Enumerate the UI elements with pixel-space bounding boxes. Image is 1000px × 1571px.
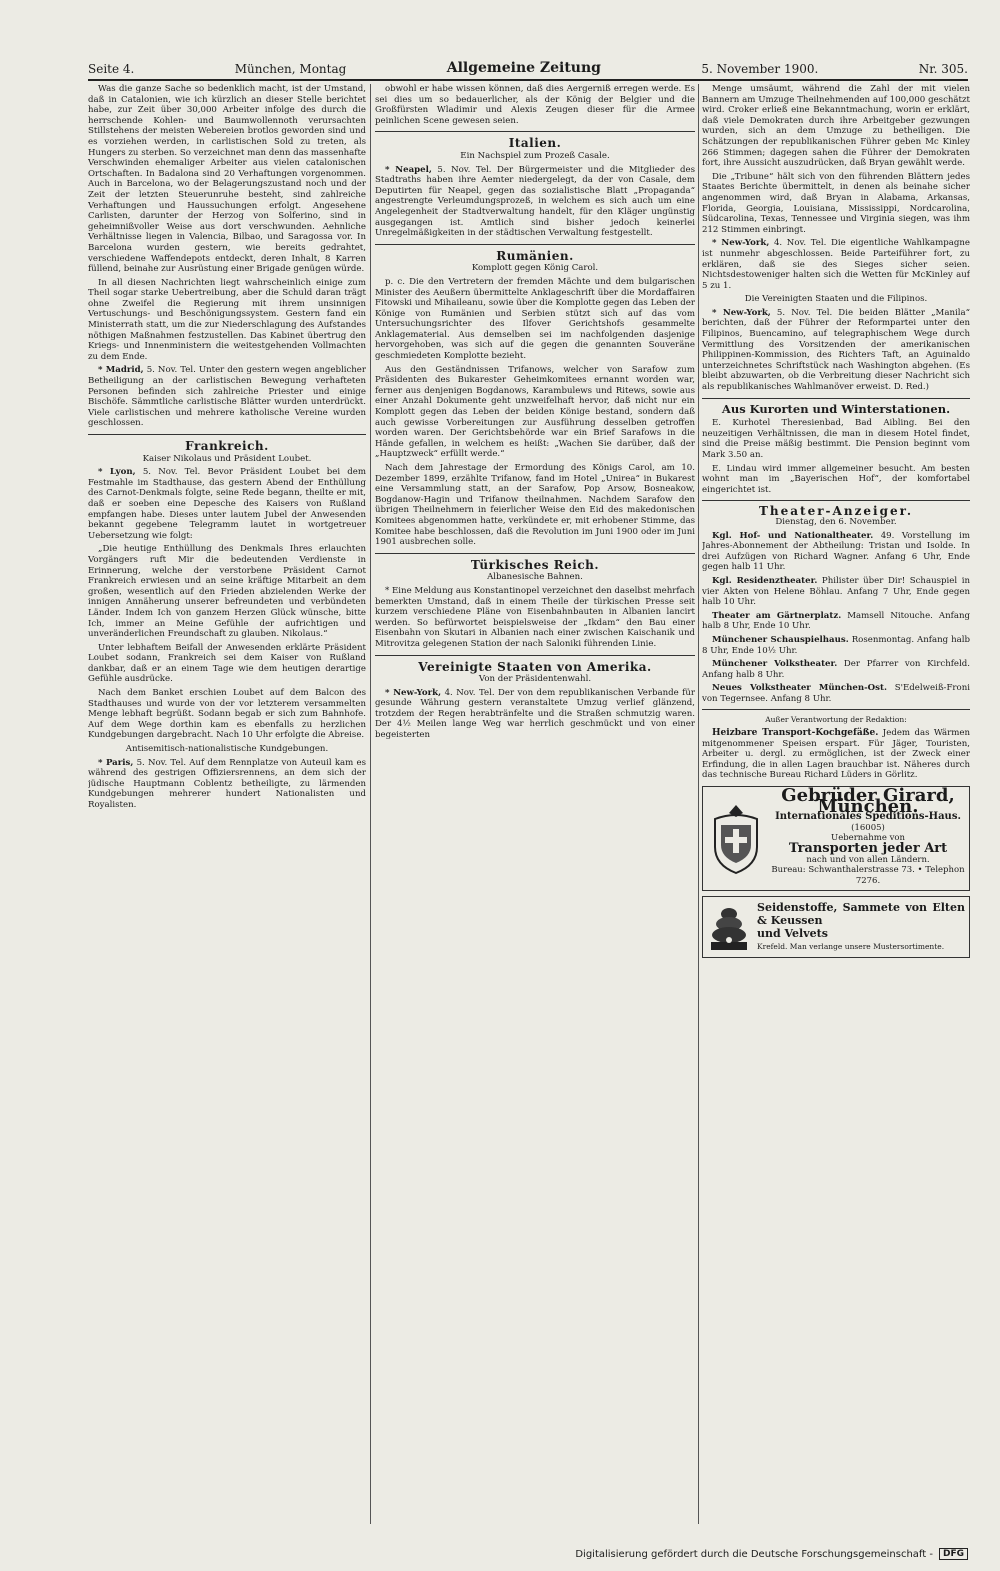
- article-paragraph: Aus den Geständnissen Trifanows, welcher von Sarafow zum Präsidenten des Bukarester Geheimkomitees ernannt worden war, ferner aus denjenigen Bogdanows, Karambulews und Ritews, sowie aus einer Anzahl Dokumente geht unzweifelhaft hervor, daß nicht nur ein Komplott gegen das Leben der beiden Könige bestand, sondern daß auch gewisse Vorbereitungen zur Ausführung desselben getroffen worden waren. Der Gerichtsbehörde war ein Brief Sarafows in die Hände gefallen, in welchem es heißt: „Wachen Sie darüber, daß der „Hauptzweck“ erfüllt werde.“: [375, 364, 695, 460]
- section-heading-rumaenien: Rumänien.: [496, 248, 574, 263]
- crest-icon: [707, 803, 765, 875]
- theater-house: Neues Volkstheater München-Ost.: [712, 683, 887, 694]
- advert-company: Gebrüder Girard, München.: [781, 785, 955, 817]
- dateline: * New-York,: [712, 307, 771, 318]
- subheading: Albanesische Bahnen.: [487, 572, 583, 583]
- newyork-report: [702, 308, 970, 393]
- advert-girard: [702, 786, 970, 891]
- resort-notice: E. Lindau wird immer allgemeiner besucht. Am besten wohnt man im „Bayerischen Hof“, der komfortabel eingerichtet ist.: [702, 463, 970, 495]
- issue-number: Nr. 305.: [918, 62, 968, 76]
- divider: [375, 553, 695, 554]
- section-heading-kurorte: Aus Kurorten und Winterstationen.: [721, 401, 951, 416]
- dateline: * New-York,: [385, 687, 442, 698]
- dateline: * New-York,: [712, 238, 770, 249]
- divider: [375, 131, 695, 132]
- newspaper-title: Allgemeine Zeitung: [446, 60, 601, 76]
- subheading: Komplott gegen König Carol.: [471, 263, 599, 274]
- dateline: * Neapel,: [385, 164, 432, 175]
- editorial-disclaimer: Außer Verantwortung der Redaktion:: [765, 715, 907, 725]
- subheading: Antisemitisch-nationalistische Kundgebungen.: [125, 744, 329, 755]
- theater-entry: [702, 659, 970, 680]
- issue-date: 5. November 1900.: [701, 62, 819, 76]
- subheading: Von der Präsidentenwahl.: [478, 674, 592, 685]
- theater-entry: [702, 531, 970, 573]
- column-3: [702, 84, 970, 1524]
- advert-code: (16005): [851, 822, 885, 833]
- column-2: [375, 84, 695, 1524]
- advert-line: nach und von allen Ländern.: [806, 854, 930, 865]
- theater-date: Dienstag, den 6. November.: [775, 516, 897, 527]
- advert-note: Krefeld. Man verlange unsere Mustersortimente.: [757, 942, 945, 952]
- report-text: 5. Nov. Tel. Die beiden Blätter „Manila“ berichten, daß der Führer der Reformpartei unter den Filipinos, Buencamino, auf telegraphischem Wege durch Vermittlung des Vorsitzenden der amerikanischen Philippinen-Kommission, des Richters Taft, an Aguinaldo unterzeichnetes Schriftstück nach Washington abgehen. (Es bleibt abzuwarten, ob die Verbreitung dieser Nachricht sich als republikanisches Wahlmanöver erweist. D. Red.): [702, 307, 970, 393]
- article-paragraph: Menge umsäumt, während die Zahl der mit vielen Bannern am Umzuge Theilnehmenden auf 100,000 geschätzt wird. Croker erließ eine Bekanntmachung, worin er erklärt, daß viele Demokraten durch ihre Arbeitgeber gezwungen wurden, sich an dem Umzuge zu betheiligen. Die Schätzungen der republikanischen Führer geben Mc Kinley 266 Stimmen; dagegen sahen die Führer der Demokraten fort, ihre Aussicht auszudrücken, daß Bryan gewählt werde.: [702, 84, 970, 169]
- theater-entry: [702, 611, 970, 632]
- advert-line: Seidenstoffe, Sammete von Elten & Keussen: [757, 901, 965, 928]
- masthead: [88, 54, 968, 81]
- dateline: * Madrid,: [98, 365, 144, 376]
- newyork-report: [375, 688, 695, 741]
- advert-line: und Velvets: [757, 927, 828, 941]
- article-paragraph: * Eine Meldung aus Konstantinopel verzeichnet den daselbst mehrfach bemerkten Umstand, daß in einem Theile der türkischen Presse seit kurzem verschiedene Pläne von Eisenbahnbauten in Albanien lancirt werden. So befürwortet beispielsweise der „Ikdam“ den Bau einer Eisenbahn von Skutari in Albanien nach einer zwischen Kaischanik und Mitrovitza gelegenen Station der nach Saloniki führenden Linie.: [375, 585, 695, 649]
- theater-program: Mamsell Nitouche. Anfang halb 8 Uhr, Ende 10 Uhr.: [702, 610, 970, 632]
- report-text: 5. Nov. Tel. Der Bürgermeister und die Mitglieder des Stadtraths haben ihre Aemter niedergelegt, da der von Casale, dem Deputirten für Neapel, gegen das sozialistische Blatt „Propaganda“ angestrengte Verleumdungsprozeß, in welchem es sich auch um eine Angelegenheit der Stadtverwaltung handelt, für den Kläger ungünstig ausgegangen ist. Amtlich sind bisher jedoch keinerlei Unregelmäßigkeiten in der städtischen Verwaltung festgestellt.: [375, 164, 695, 239]
- lyon-report: [88, 467, 366, 541]
- dateline: * Paris,: [98, 757, 134, 768]
- theater-program: 49. Vorstellung im Jahres-Abonnement der Abtheilung: Tristan und Isolde. In drei Aufzügen von Richard Wagner. Anfang 6 Uhr, Ende gegen halb 11 Uhr.: [702, 530, 970, 573]
- neapel-report: [375, 165, 695, 239]
- section-heading-tuerkei: Türkisches Reich.: [470, 557, 600, 572]
- divider: [702, 398, 970, 399]
- madrid-report: [88, 365, 366, 429]
- report-text: 5. Nov. Tel. Unter den gestern wegen angeblicher Betheiligung an der carlistischen Bewegung verhafteten Personen befinden sich zahlreiche Priester und einige Bischöfe. Sämmtliche carlistische Blätter wurden unterdrückt. Viele carlistischen und mehrere katholische Vereine wurden geschlossen.: [88, 365, 366, 429]
- page-number: Seite 4.: [88, 62, 135, 76]
- dfg-logo: DFG: [939, 1548, 968, 1560]
- column-1: [88, 84, 366, 1524]
- column-rule-2: [698, 84, 699, 1524]
- report-text: 5. Nov. Tel. Auf dem Rennplatze von Auteuil kam es während des gestrigen Offiziersrennens, an dem sich der jüdische Hauptmann Coblentz betheiligte, zu lärmenden Kundgebungen mehrerer hundert Nationalisten und Royalisten.: [88, 757, 366, 810]
- theater-house: Kgl. Residenztheater.: [712, 575, 818, 586]
- advert-elten-keussen: [702, 896, 970, 958]
- theater-house: Münchener Schauspielhaus.: [712, 634, 849, 645]
- theater-house: Theater am Gärtnerplatz.: [712, 610, 842, 621]
- advert-address: Bureau: Schwanthalerstrasse 73. • Telephon 7276.: [771, 865, 965, 886]
- place-day: München, Montag: [234, 62, 347, 76]
- column-rule-1: [370, 84, 371, 1524]
- report-text: 5. Nov. Tel. Bevor Präsident Loubet bei dem Festmahle im Stadthause, das gestern Abend der Enthüllung des Carnot-Denkmals folgte, seine Rede begann, theilte er mit, daß er soeben eine Depesche des Kaisers von Rußland empfangen habe. Dieses unter lautem Jubel der Anwesenden bekannt gegebene Telegramm lautet in wortgetreuer Uebersetzung wie folgt:: [88, 467, 366, 541]
- theater-program: S'Edelweiß-Froni von Tegernsee. Anfang 8 Uhr.: [702, 683, 970, 704]
- divider: [375, 655, 695, 656]
- theater-entry: [702, 576, 970, 608]
- theater-entry: [702, 635, 970, 656]
- advert-body: [771, 785, 965, 886]
- subheading: Die Vereinigten Staaten und die Filipinos.: [744, 294, 928, 305]
- article-paragraph: obwohl er habe wissen können, daß dies Aergerniß erregen werde. Es sei dies um so bedauerlicher, als der König der Belgier und die Großfürsten Wladimir und Alexis Zeugen dieser für die Armee peinlichen Scene gewesen seien.: [375, 84, 695, 126]
- advert-text: Jedem das Wärmen mitgenommener Speisen erspart. Für Jäger, Touristen, Arbeiter u. dergl. zu ermöglichen, ist der Zweck einer Erfindung, die in allen Lagen brauchbar ist. Näheres durch das technische Bureau Richard Lüders in Görlitz.: [702, 728, 970, 781]
- paris-report: [88, 758, 366, 811]
- article-paragraph: Was die ganze Sache so bedenklich macht, ist der Umstand, daß in Catalonien, wie ich kürzlich an dieser Stelle berichtet habe, zur Zeit über 30,000 Arbeiter infolge des durch die herrschende Kohlen- und Baumwollennoth verursachten Stillstehens der meisten Webereien brotlos geworden sind und es vorziehen werden, in carlistischen Sold zu treten, als Hungers zu sterben. So verzeichnet man denn das massenhafte Verschwinden ehemaliger Arbeiter aus vielen catalonischen Ortschaften. In Badalona sind 20 Verhaftungen vorgenommen. Auch in Barcelona, wo der Belagerungszustand noch und der Zeit der letzten Steuerunruhe besteht, sind zahlreiche Verhaftungen und Haussuchungen erfolgt. Angesehene Carlisten, darunter der Herzog von Solferino, sind in geheimnißvoller Weise aus dort verschwunden. Aehnliche Verhältnisse liegen in Valencia, Bilbao, und Saragossa vor. In Barcelona wurden gestern, wie bereits gedrahtet, verschiedene Waffendepots entdeckt, deren Inhalt, 8 Karren füllend, beinahe zur Ausrüstung einer Brigade genügen würde.: [88, 84, 366, 275]
- footer-credit: Digitalisierung gefördert durch die Deutsche Forschungsgemeinschaft -: [575, 1548, 933, 1560]
- section-heading-frankreich: Frankreich.: [185, 439, 269, 453]
- newyork-report: [702, 238, 970, 291]
- advert-line: Uebernahme von: [831, 833, 905, 844]
- article-paragraph: Nach dem Banket erschien Loubet auf dem Balcon des Stadthauses und wurde von der vor letzterem versammelten Menge lebhaft begrüßt. Sodann begab er sich zum Bahnhofe. Auf dem Wege dorthin kam es ebenfalls zu herzlichen Kundgebungen dargebracht. Nach 10 Uhr erfolgte die Abreise.: [88, 688, 366, 741]
- section-heading-italien: Italien.: [508, 136, 562, 151]
- article-paragraph: p. c. Die den Vertretern der fremden Mächte und dem bulgarischen Minister des Aeußern übermittelte Anklageschrift über die Mordaffairen Fitowski und Mihaileanu, sowie über die Komplotte gegen das Leben der Könige von Rumänien und Serbien stützt sich auf das vom Untersuchungsrichter des Ilfover Gerichtshofs gesammelte Anklagematerial. Aus demselben sei im nachfolgenden dasjenige hervorgehoben, was sich auf die gegen die genannten Souveräne geschmiedeten Komplotte bezieht.: [375, 276, 695, 362]
- divider: [88, 434, 366, 435]
- advert-title: Heizbare Transport-Kochgefäße.: [712, 728, 879, 739]
- divider: [702, 500, 970, 501]
- telegram-quote: „Die heutige Enthüllung des Denkmals Ihres erlauchten Vorgängers ruft Mir die bedeutenden Verdienste in Erinnerung, welche der verstorbene Präsident Carnot Frankreich erwiesen und an seine kräftige Mitarbeit an dem großen, wesentlich auf den Frieden abzielenden Werke der innigen Annäherung unserer befreundeten und verbündeten Länder. Indem Ich von ganzem Herzen Glück wünsche, bitte Ich, immer an Meine Gefühle der aufrichtigen und unveränderlichen Freundschaft zu glauben. Nikolaus.“: [88, 544, 366, 640]
- advert-headline: Transporten jeder Art: [788, 841, 948, 856]
- report-text: 4. Nov. Tel. Die eigentliche Wahlkampagne ist nunmehr abgeschlossen. Beide Parteiführer fort, zu erklären, daß sie des Sieges sicher seien. Nichtsdestoweniger halten sich die Wetten für McKinley auf 5 zu 1.: [702, 238, 970, 291]
- article-paragraph: Nach dem Jahrestage der Ermordung des Königs Carol, am 10. Dezember 1899, erzählte Trifanow, fand im Hotel „Unirea“ in Bukarest eine Versammlung statt, an der Sarafow, Pop Arsow, Bosneakow, Bogdanow-Hagin und Trifanow theilnahmen. Nachdem Sarafow den übrigen Theilnehmern in feierlicher Weise den Eid des makedonischen Komitees abgenommen hatte, verkündete er, mit erhobener Stimme, das Komitee habe beschlossen, daß die Revolution im Juni 1900 oder im Juni 1901 ausbrechen solle.: [375, 463, 695, 548]
- article-paragraph: Unter lebhaftem Beifall der Anwesenden erklärte Präsident Loubet sodann, Frankreich sei dem Kaiser von Rußland dankbar, daß er an einem Tage wie dem heutigen derartige Gefühle ausdrücke.: [88, 642, 366, 685]
- article-paragraph: Die „Tribune“ hält sich von den führenden Blättern jedes Staates Berichte übermittelt, in denen als beinahe sicher angenommen wird, daß Bryan in Alabama, Arkansas, Florida, Georgia, Louisiana, Mississippi, Nordcarolina, Südcarolina, Texas, Tennessee und Virginia siegen, was ihm 212 Stimmen einbringt.: [702, 171, 970, 235]
- digitization-footer: [88, 1548, 968, 1560]
- article-paragraph: In all diesen Nachrichten liegt wahrscheinlich einige zum Theil sogar starke Uebertreibung, aber die Schuld daran trägt ohne Zweifel die Regierung mit ihrem unsinnigen Vertuschungs- und Beschönigungssystem. Gestern fand ein Ministerrath statt, um die zur Niederschlagung des Aufstandes nöthigen Maßnahmen festzustellen. Das Kabinet übertrug den Kriegs- und Innenministern die weitestgehenden Vollmachten zu dem Ende.: [88, 277, 366, 362]
- theater-house: Münchener Volkstheater.: [712, 659, 838, 670]
- advert-subtitle: Internationales Speditions-Haus.: [775, 811, 961, 823]
- advert-kochgefaesse: [702, 728, 970, 781]
- theater-entry: [702, 683, 970, 704]
- theater-program: Der Pfarrer von Kirchfeld. Anfang halb 8 Uhr.: [702, 659, 970, 680]
- theater-house: Kgl. Hof- und Nationaltheater.: [712, 530, 874, 541]
- divider: [702, 709, 970, 710]
- subheading: Ein Nachspiel zum Prozeß Casale.: [460, 150, 610, 161]
- theater-heading: Theater-Anzeiger.: [758, 504, 913, 519]
- subheading: Kaiser Nikolaus und Präsident Loubet.: [142, 453, 312, 464]
- resort-notice: E. Kurhotel Theresienbad, Bad Aibling. Bei den neuzeitigen Verhältnissen, die man in diesem Hotel findet, sind die Preise mäßig bestimmt. Die Pension beginnt vom Mark 3.50 an.: [702, 418, 970, 460]
- beehive-icon: [707, 902, 751, 952]
- report-text: 4. Nov. Tel. Der von dem republikanischen Verbande für gesunde Währung gestern veranstaltete Umzug verlief glänzend, trotzdem der Regen herabtränfelte und die Straßen schmutzig waren. Der 4½ Meilen lange Weg war herrlich geschmückt und von einer begeisterten: [375, 687, 695, 741]
- dateline: * Lyon,: [98, 467, 136, 478]
- section-heading-usa: Vereinigte Staaten von Amerika.: [418, 659, 652, 674]
- divider: [375, 244, 695, 245]
- advert-body: [757, 901, 965, 953]
- theater-program: Philister über Dir! Schauspiel in vier Akten von Helene Böhlau. Anfang 7 Uhr, Ende gegen halb 10 Uhr.: [702, 575, 970, 608]
- theater-program: Rosenmontag. Anfang halb 8 Uhr, Ende 10½ Uhr.: [702, 634, 970, 656]
